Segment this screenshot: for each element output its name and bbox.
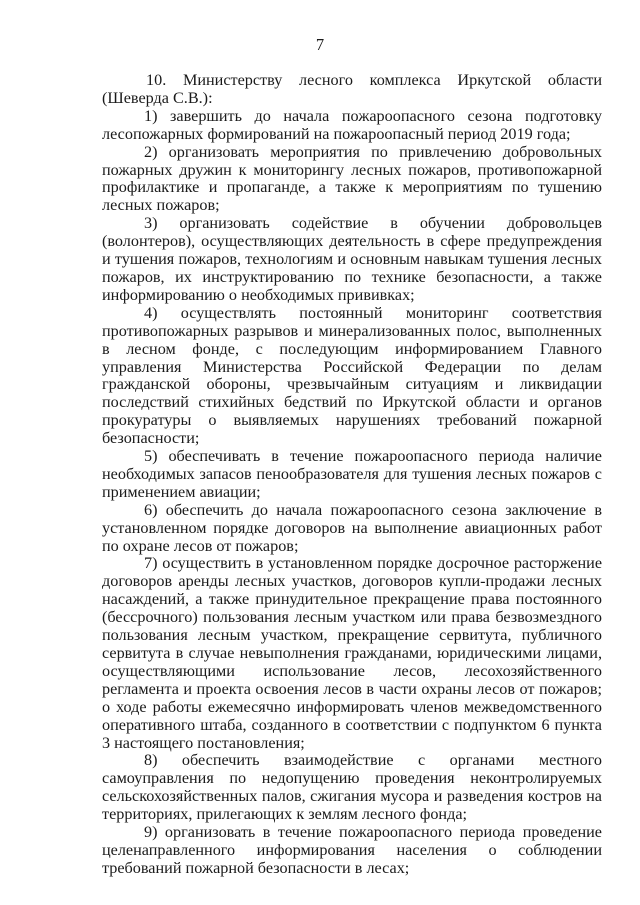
paragraph-subitem-5: 5) обеспечивать в течение пожароопасного периода наличие необходимых запасов пенообразователя для тушения лесных пожаров с применением авиации; xyxy=(102,447,602,501)
page-number: 7 xyxy=(315,35,325,54)
paragraph-subitem-7: 7) осуществить в установленном порядке досрочное расторжение договоров аренды лесных участков, договоров купли-продажи лесных насаждений, а также принудительное прекращение права постоянного (бессрочного) пользования лесным участком или права безвозмездного пользования лесным участком, прекращение сервитута, публичного сервитута в случае невыполнения гражданами, юридическими лицами, осуществляющими использование лесов, лесохозяйственного регламента и проекта освоения лесов в части охраны лесов от пожаров; о ходе работы ежемесячно информировать членов межведомственного оперативного штаба, созданного в соответствии с подпунктом 6 пункта 3 настоящего постановления; xyxy=(102,554,602,752)
paragraph-subitem-2: 2) организовать мероприятия по привлечению добровольных пожарных дружин к мониторингу лесных пожаров, противопожарной профилактике и пропаганде, а также к мероприятиям по тушению лесных пожаров; xyxy=(102,142,602,215)
paragraph-subitem-4: 4) осуществлять постоянный мониторинг соответствия противопожарных разрывов и минерализованных полос, выполненных в лесном фонде, с последующим информированием Главного управления Министерства Российской Федерации по делам гражданской обороны, чрезвычайным ситуациям и ликвидации последствий стихийных бедствий по Иркутской области и органов прокуратуры о выявляемых нарушениях требований пожарной безопасности; xyxy=(102,303,602,448)
document-body xyxy=(102,72,602,878)
paragraph-subitem-8: 8) обеспечить взаимодействие с органами местного самоуправления по недопущению проведения неконтролируемых сельскохозяйственных палов, сжигания мусора и разведения костров на территориях, прилегающих к землям лесного фонда; xyxy=(102,751,602,824)
paragraph-subitem-6: 6) обеспечить до начала пожароопасного сезона заключение в установленном порядке договоров на выполнение авиационных работ по охране лесов от пожаров; xyxy=(102,500,602,555)
paragraph-subitem-3: 3) организовать содействие в обучении добровольцев (волонтеров), осуществляющих деятельность в сфере предупреждения и тушения пожаров, технологиям и основным навыкам тушения лесных пожаров, их инструктированию по технике безопасности, а также информированию о необходимых прививках; xyxy=(102,214,602,304)
paragraph-item-10: 10. Министерству лесного комплекса Иркутской области (Шеверда С.В.): xyxy=(102,71,602,107)
paragraph-subitem-1: 1) завершить до начала пожароопасного сезона подготовку лесопожарных формирований на пожароопасный период 2019 года; xyxy=(102,106,602,143)
paragraph-subitem-9: 9) организовать в течение пожароопасного периода проведение целенаправленного информирования населения о соблюдении требований пожарной безопасности в лесах; xyxy=(102,823,602,877)
